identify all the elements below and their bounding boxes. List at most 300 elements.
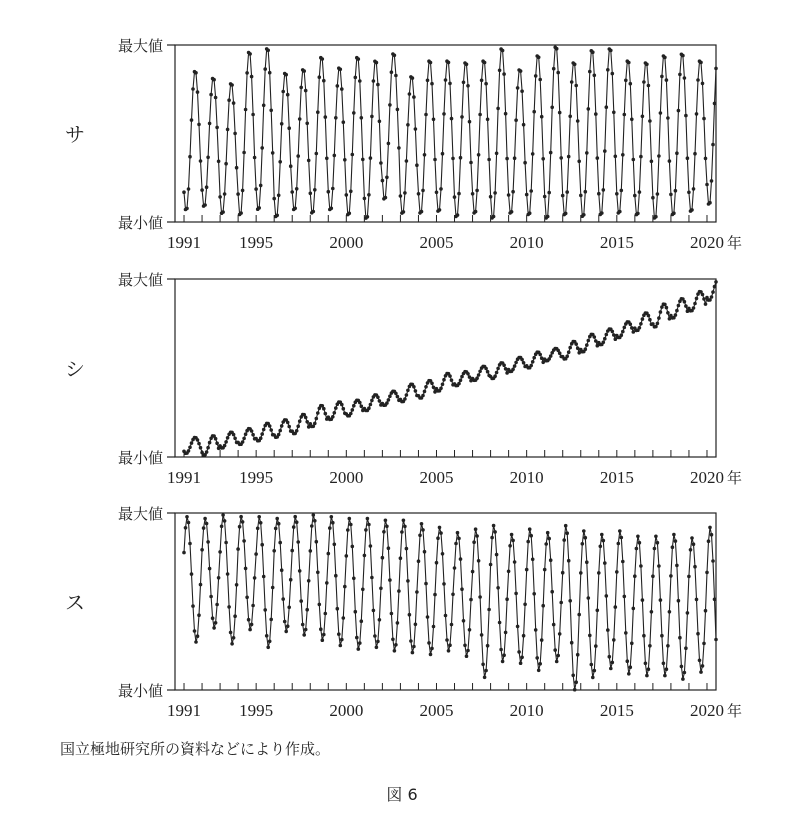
data-point [445,638,449,642]
data-point [574,84,578,88]
data-point [187,187,191,191]
data-point [489,563,493,567]
data-point [478,113,482,117]
data-point [286,421,290,425]
x-unit-label: 年 [727,702,743,720]
data-point [363,197,367,201]
data-point [348,517,352,521]
data-point [510,210,514,214]
data-point [232,433,236,437]
data-point [531,152,535,156]
data-point [262,428,266,432]
data-point [182,190,186,194]
data-point [538,353,542,357]
data-point [465,654,469,658]
data-point [660,75,664,79]
data-point [366,517,370,521]
data-point [432,625,436,629]
data-point [639,564,643,568]
data-point [663,303,667,307]
data-point [272,549,276,553]
data-point [415,163,419,167]
data-point [529,364,533,368]
data-point [339,68,343,72]
data-point [645,674,649,678]
x-tick-label: 2015 [599,701,634,720]
panel-3 [65,505,742,720]
data-point [286,624,290,628]
data-point [296,154,300,158]
data-point [221,210,225,214]
data-point [632,330,636,334]
data-point [650,160,654,164]
data-point [654,325,658,329]
x-tick-label: 2010 [509,701,544,720]
data-point [348,212,352,216]
data-point [242,437,246,441]
data-point [343,585,347,589]
data-point [495,553,499,557]
data-point [629,665,633,669]
data-point [501,49,505,53]
data-point [187,449,191,453]
data-point [334,406,338,410]
data-point [424,113,428,117]
data-point [309,192,313,196]
data-point [704,609,708,613]
data-point [337,632,341,636]
y-label-min: 最小値 [117,214,163,232]
data-point [558,351,562,355]
data-point [241,520,245,524]
data-point [334,116,338,120]
data-point [460,587,464,591]
data-point [511,539,515,543]
data-point [444,78,448,82]
data-point [232,636,236,640]
data-point [396,621,400,625]
data-point [441,552,445,556]
data-point [412,385,416,389]
plot-frame [175,513,716,690]
data-point [543,195,547,199]
data-point [322,79,326,83]
data-point [387,546,391,550]
data-point [312,513,316,517]
data-point [405,393,409,397]
data-point [653,547,657,551]
data-point [498,621,502,625]
data-point [435,561,439,565]
data-point [633,574,637,578]
data-point [451,157,455,161]
data-point [241,189,245,193]
data-point [324,612,328,616]
data-point [379,161,383,165]
data-point [245,596,249,600]
data-point [387,142,391,146]
data-point [212,626,216,630]
data-point [641,598,645,602]
data-point [370,399,374,403]
data-point [675,309,679,313]
data-point [378,399,382,403]
data-point [683,76,687,80]
data-point [556,71,560,75]
data-point [647,84,651,88]
data-point [340,638,344,642]
data-point [486,644,490,648]
data-point [657,316,661,320]
data-point [259,436,263,440]
data-point [453,195,457,199]
data-point [644,662,648,666]
data-point [298,117,302,121]
x-tick-label: 1991 [167,701,202,720]
data-point [313,188,317,192]
data-point [462,81,466,85]
data-point [714,280,718,284]
data-point [333,543,337,547]
data-point [352,404,356,408]
x-tick-label: 2000 [329,233,364,252]
data-point [466,84,470,88]
x-tick-label: 2005 [419,233,454,252]
data-point [233,132,237,136]
data-point [305,420,309,424]
data-point [714,67,718,71]
data-point [327,552,331,556]
data-point [522,123,526,127]
data-point [430,647,434,651]
data-point [316,411,320,415]
data-point [346,528,350,532]
data-point [559,601,563,605]
data-point [232,101,236,105]
data-point [587,596,591,600]
data-point [321,57,325,61]
data-point [623,595,627,599]
data-point [599,545,603,549]
data-point [402,519,406,523]
data-point [244,432,248,436]
data-point [205,522,209,526]
data-point [230,83,234,87]
data-point [657,154,661,158]
data-point [287,425,291,429]
data-point [188,542,192,546]
y-label-max: 最大値 [117,271,163,289]
data-point [611,661,615,665]
data-point [379,587,383,591]
data-point [378,618,382,622]
data-point [417,559,421,563]
data-point [593,335,597,339]
data-point [302,633,306,637]
data-point [409,639,413,643]
data-point [594,644,598,648]
data-point [349,190,353,194]
data-point [568,346,572,350]
data-point [405,547,409,551]
data-point [287,606,291,610]
data-point [516,86,520,90]
data-point [585,560,589,564]
data-point [647,314,651,318]
data-point [233,437,237,441]
data-point [295,520,299,524]
data-point [421,189,425,193]
data-point [197,123,201,127]
data-point [701,293,705,297]
data-point [403,525,407,529]
data-point [704,157,708,161]
data-point [579,571,583,575]
data-point [275,517,279,521]
data-point [349,412,353,416]
data-point [316,110,320,114]
data-point [406,123,410,127]
data-point [620,333,624,337]
data-point [615,570,619,574]
data-point [214,621,218,625]
data-point [466,372,470,376]
data-point [349,523,353,527]
data-point [483,676,487,680]
data-point [277,522,281,526]
data-point [307,159,311,163]
data-point [269,618,273,622]
data-point [504,631,508,635]
data-point [493,374,497,378]
data-point [444,614,448,618]
data-point [220,525,224,529]
x-unit-label: 年 [727,234,743,252]
data-point [369,156,373,160]
data-point [427,641,431,645]
data-point [484,367,488,371]
data-point [417,192,421,196]
data-point [450,117,454,121]
data-point [710,533,714,537]
data-point [638,541,642,545]
data-point [474,527,478,531]
data-point [483,61,487,65]
data-point [369,403,373,407]
data-point [382,530,386,534]
data-point [394,392,398,396]
data-point [315,152,319,156]
data-point [453,566,457,570]
data-point [463,644,467,648]
data-point [590,663,594,667]
data-point [230,642,234,646]
data-point [345,193,349,197]
data-point [286,93,290,97]
data-point [200,548,204,552]
data-point [226,572,230,576]
data-point [351,545,355,549]
data-point [520,89,524,93]
data-point [498,69,502,73]
data-point [684,114,688,118]
data-point [442,378,446,382]
data-point [489,195,493,199]
data-point [525,568,529,572]
data-point [342,616,346,620]
data-point [462,619,466,623]
data-point [239,515,243,519]
data-point [547,537,551,541]
x-tick-label: 2020 [689,701,724,720]
data-point [553,648,557,652]
data-point [520,358,524,362]
data-point [321,638,325,642]
data-point [522,634,526,638]
data-point [629,82,633,86]
data-point [651,574,655,578]
data-point [701,82,705,86]
data-point [263,608,267,612]
data-point [471,570,475,574]
data-point [244,567,248,571]
data-point [203,203,207,207]
data-point [209,93,213,97]
data-point [436,536,440,540]
data-point [579,194,583,198]
x-tick-label: 2010 [509,233,544,252]
data-point [681,54,685,58]
data-point [576,119,580,123]
data-point [668,610,672,614]
data-point [693,302,697,306]
data-point [672,533,676,537]
data-point [614,155,618,159]
data-point [517,650,521,654]
data-point [684,304,688,308]
data-point [705,571,709,575]
data-point [224,162,228,166]
data-point [406,579,410,583]
data-point [224,440,228,444]
data-point [495,152,499,156]
data-point [324,115,328,119]
data-point [519,69,523,73]
data-point [307,579,311,583]
data-point [235,583,239,587]
data-point [259,521,263,525]
data-point [477,559,481,563]
data-point [674,539,678,543]
data-point [648,318,652,322]
data-point [496,367,500,371]
data-point [275,214,279,218]
data-point [480,79,484,83]
data-point [250,75,254,79]
data-point [641,317,645,321]
data-point [354,76,358,80]
data-point [242,151,246,155]
data-point [254,187,258,191]
data-point [274,527,278,531]
data-point [433,593,437,597]
data-point [587,339,591,343]
data-point [672,211,676,215]
data-point [471,192,475,196]
data-point [680,665,684,669]
data-point [686,156,690,160]
data-point [645,63,649,67]
data-point [439,187,443,191]
data-point [671,545,675,549]
data-point [448,82,452,86]
data-point [235,166,239,170]
data-point [681,677,685,681]
data-point [522,361,526,365]
data-point [600,211,604,215]
data-point [412,645,416,649]
data-point [420,210,424,214]
data-point [558,632,562,636]
data-point [552,67,556,71]
data-point [361,158,365,162]
data-point [606,628,610,632]
data-point [683,671,687,675]
data-point [513,156,517,160]
x-tick-label: 2015 [599,233,634,252]
data-point [414,623,418,627]
data-point [211,616,215,620]
data-point [393,54,397,58]
data-point [182,551,186,555]
data-point [677,304,681,308]
data-point [233,614,237,618]
data-point [600,533,604,537]
data-point [447,649,451,653]
data-point [713,598,717,602]
data-point [287,126,291,130]
data-point [185,207,189,211]
data-point [394,74,398,78]
data-point [708,526,712,530]
data-point [565,355,569,359]
data-point [205,450,209,454]
data-point [532,356,536,360]
data-point [713,285,717,289]
data-point [385,176,389,180]
data-point [442,112,446,116]
data-point [570,80,574,84]
data-point [330,207,334,211]
x-tick-label: 2015 [599,468,634,487]
data-point [200,188,204,192]
data-point [481,663,485,667]
data-point [468,375,472,379]
data-point [699,61,703,65]
data-point [708,201,712,205]
data-point [565,531,569,535]
data-point [336,607,340,611]
data-point [360,404,364,408]
data-point [391,638,395,642]
data-point [705,183,709,187]
x-unit-label: 年 [727,469,743,487]
data-point [190,572,194,576]
data-point [496,586,500,590]
data-point [439,387,443,391]
data-point [454,542,458,546]
data-point [418,534,422,538]
